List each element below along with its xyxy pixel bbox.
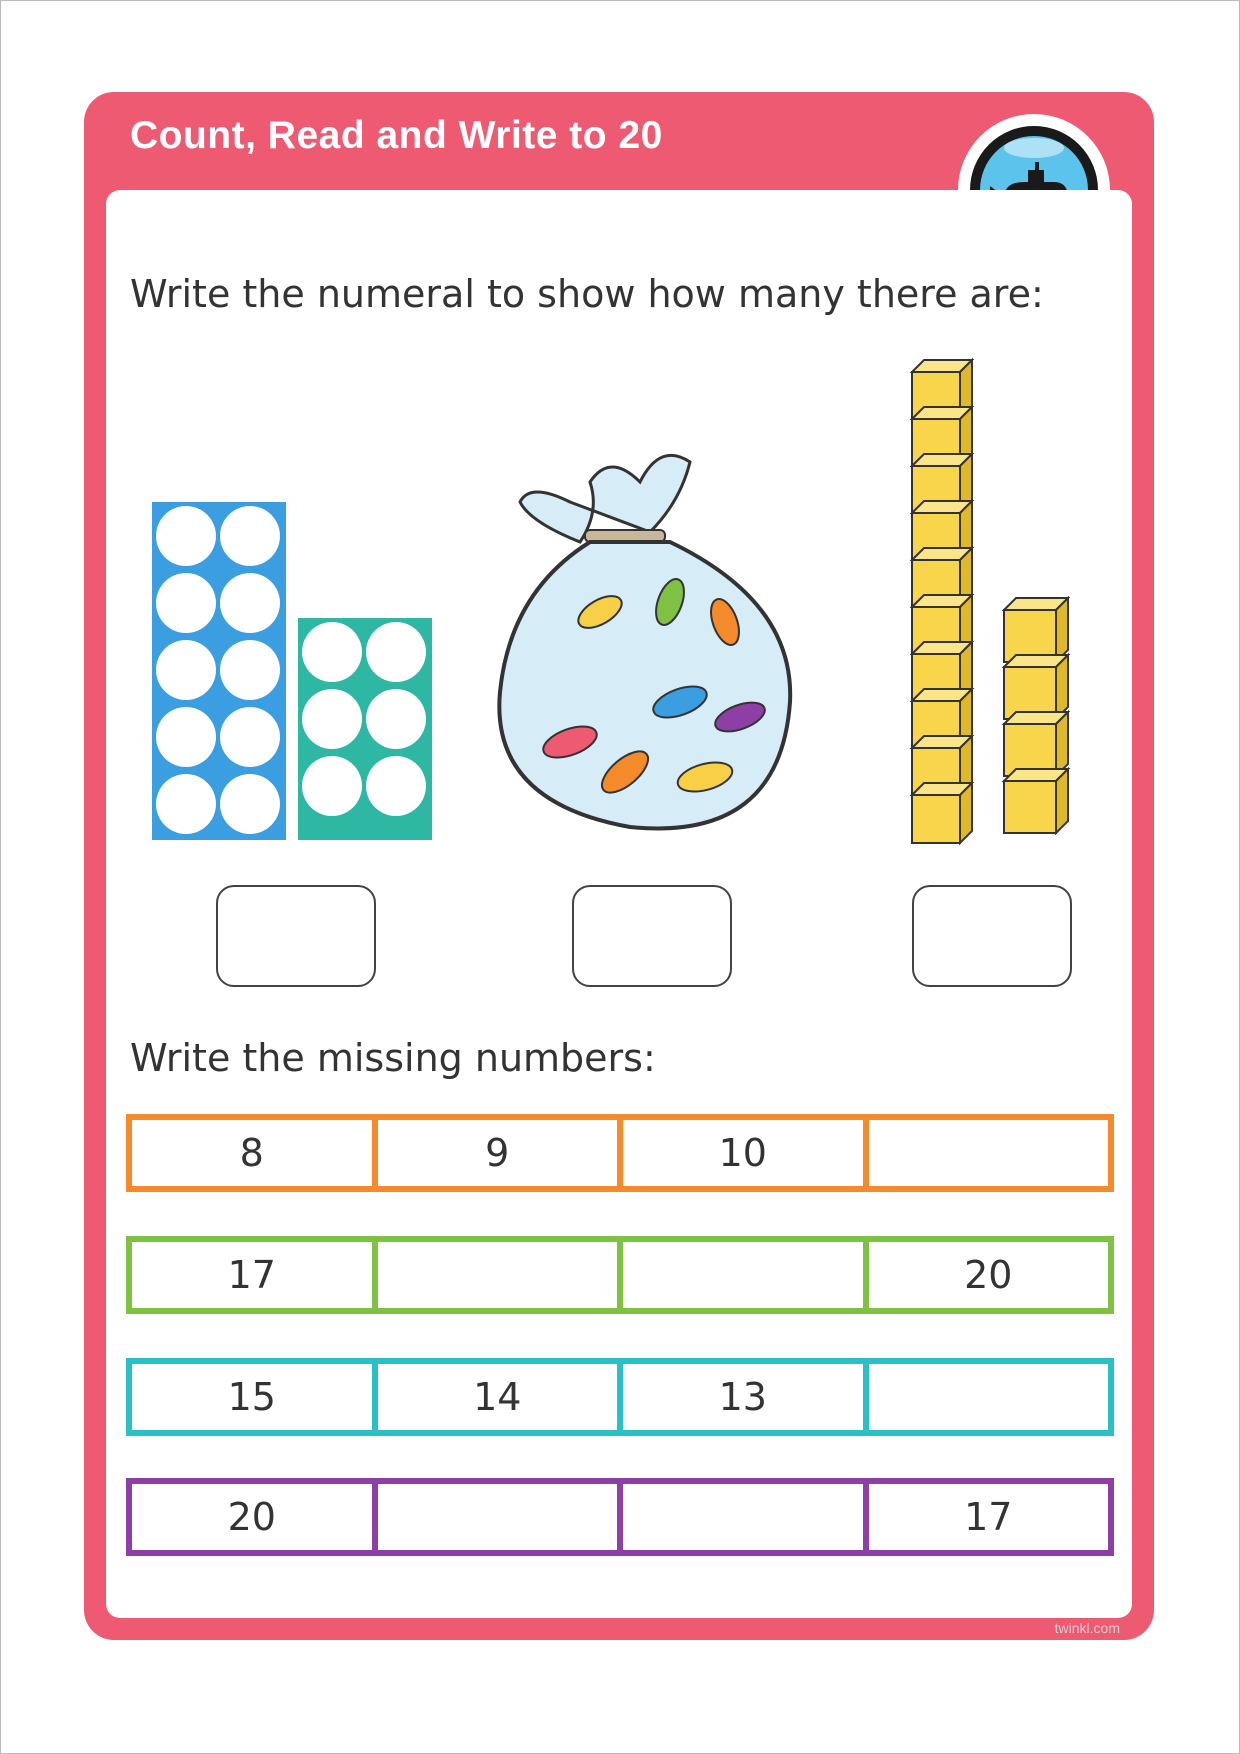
numicon-hole [220,506,280,566]
number-cell[interactable] [863,1120,1109,1186]
numicon-hole [366,689,426,749]
numicon-hole [220,774,280,834]
missing-prompt: Write the missing numbers: [130,1036,656,1080]
numicon-hole [156,640,216,700]
numicon-hole [366,622,426,682]
numicon-hole [302,756,362,816]
number-cell[interactable] [863,1364,1109,1430]
answer-box-numicon[interactable] [216,885,376,987]
numicon-hole [220,640,280,700]
numicon-hole [220,707,280,767]
number-cell[interactable]: 8 [239,1131,264,1175]
counting-prompt: Write the numeral to show how many there are: [130,272,1044,316]
number-cell[interactable] [617,1484,863,1550]
answer-box-sweets[interactable] [572,885,732,987]
numicon-hole [156,506,216,566]
worksheet-title: Count, Read and Write to 20 [130,114,663,157]
number-cell[interactable]: 15 [227,1375,276,1419]
numicon-hole [156,707,216,767]
brand-mark: twinkl.com [1054,1620,1120,1636]
numicon-hole [220,573,280,633]
number-cell[interactable] [617,1242,863,1308]
number-cell[interactable] [372,1242,618,1308]
number-row [126,1236,1114,1314]
numicon-icon [150,500,450,850]
unit-cube [1004,769,1068,833]
number-cell[interactable]: 20 [227,1495,276,1539]
number-cell[interactable]: 13 [617,1364,863,1430]
numicon-hole [156,573,216,633]
number-cell[interactable]: 17 [863,1484,1109,1550]
number-row [126,1114,1114,1192]
number-cell[interactable] [372,1484,618,1550]
base-ten-blocks-icon [910,350,1110,870]
numicon-hole [156,774,216,834]
unit-cube [912,783,972,843]
number-row [126,1478,1114,1556]
unit-cube [1004,598,1068,662]
numicon-hole [302,622,362,682]
unit-cube [1004,655,1068,719]
unit-cube [1004,712,1068,776]
number-cell[interactable]: 9 [372,1120,618,1186]
number-cell[interactable]: 17 [227,1253,276,1297]
number-row [126,1358,1114,1436]
number-cell[interactable]: 10 [617,1120,863,1186]
number-cell[interactable]: 14 [372,1364,618,1430]
answer-box-blocks[interactable] [912,885,1072,987]
numicon-hole [366,756,426,816]
numicon-hole [302,689,362,749]
sweet-bag-icon [490,442,810,842]
number-cell[interactable]: 20 [863,1242,1109,1308]
